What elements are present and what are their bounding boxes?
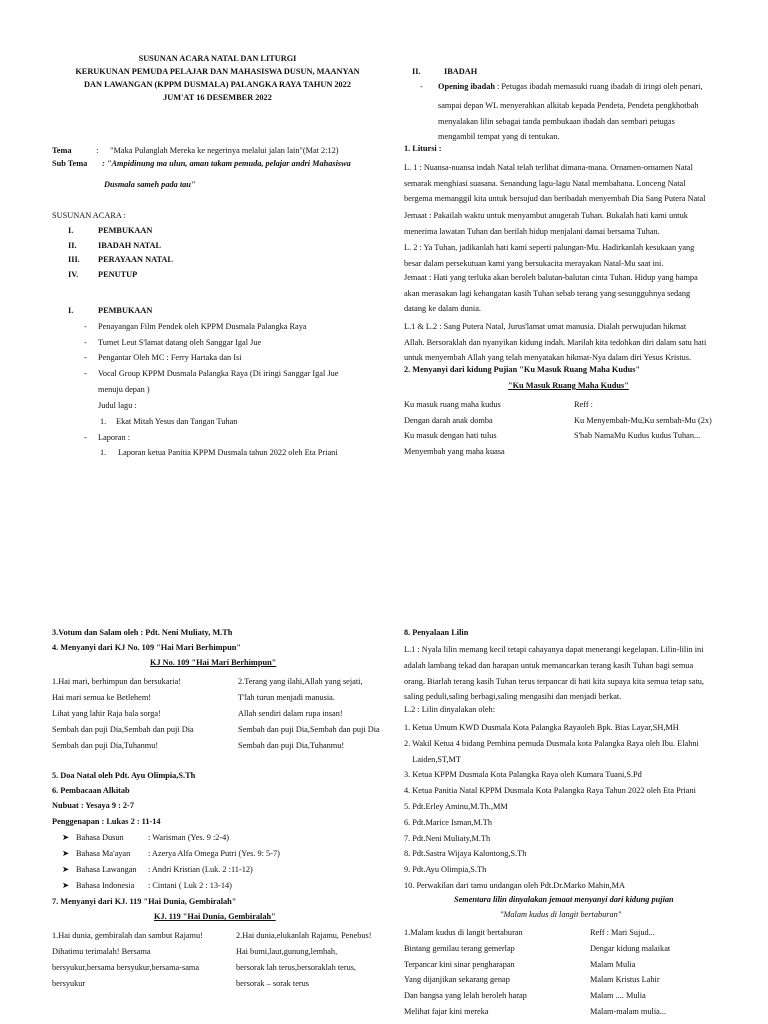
pembacaan-title: 6. Pembacaan Alkitab xyxy=(52,786,130,795)
kj119-verse-1: 1.Hai dunia, gembiralah dan sambut Rajamu! Dihatimu terimalah! Bersama bersyukur,bersama bersyukur,bersama-sama bersyukur xyxy=(52,931,203,988)
doa-natal-line: 5. Doa Natal oleh Pdt. Ayu Olimpia,S.Th xyxy=(52,771,196,780)
nubuat-line: Nubuat : Yesaya 9 : 2-7 xyxy=(52,801,134,810)
list-item: 7. Pdt.Neni Muliaty,M.Th xyxy=(404,833,491,843)
liturgi-jemaat-1: Jemaat : Pakailah waktu untuk menyambut anugerah Tuhan. Bukalah hati kami untuk menerima lawatan Tuhan dan berilah hidup menjalani damai bersama Tuhan. xyxy=(404,211,688,236)
song-kudus-reff: Reff : Ku Menyembah-Mu,Ku sembah-Mu (2x) S'bab NamaMu Kudus kudus Tuhan... xyxy=(574,400,712,440)
lilin-l1: L.1 : Nyala lilin memang kecil tetapi cahayanya dapat menerangi kegelapan. Lilin-lilin ini adalah lambang tekad dan harapan untuk memancarkan terang kasih Tuhan bagi semua orang. Biarlah terang kasih Tuhan terus terpancar di hati kita supaya kita semua tetap satu, saling peduli,saling berbagi,saling mengasihi dan menjadi berkat. xyxy=(404,645,704,702)
liturgi-l1: L. 1 : Nuansa-nuansa indah Natal telah terlihat dimana-mana. Ornamen-ornamen Natal semarak menghiasi suasana. Senandung lagu-lagu Natal membahana. Lonceng Natal bergema memanggil kita untuk bersujud dan beribadah menyembah Dia Sang Putera Natal xyxy=(404,163,706,203)
pembukaan-item: - Pengantar Oleh MC : Ferry Hartaka dan Isi xyxy=(84,353,242,362)
votum-line: 3.Votum dan Salam oleh : Pdt. Neni Muliaty, M.Th xyxy=(52,628,233,637)
song-kudus-instruction: 2. Menyanyi dari kidung Pujian "Ku Masuk Ruang Maha Kudus" xyxy=(404,365,641,374)
song-109-instruction: 4. Menyanyi dari KJ No. 109 "Hai Mari Berhimpun" xyxy=(52,643,241,652)
susunan-item: II. IBADAH NATAL xyxy=(68,240,162,250)
list-item: 2. Wakil Ketua 4 bidang Pembina pemuda Dusmala kota Palangka Raya oleh Ibu. Elahni xyxy=(404,738,699,748)
opening-ibadah-cont: sampai depan WL menyerahkan alkitab kepada Pendeta, Pendeta pengkhotbah menyalakan lilin sebagai tanda pembukaan ibadah dan sembari petugas mengambil tempat yang di tentukan. xyxy=(438,101,699,141)
header-organization-line: KERUKUNAN PEMUDA PELAJAR DAN MAHASISWA DUSUN, MAANYAN xyxy=(75,67,360,77)
bahasa-item: ➤ Bahasa Indonesia : Cintani ( Luk 2 : 13-14) xyxy=(62,881,232,890)
song-kudus-left: Ku masuk ruang maha kudus Dengan darah anak domba Ku masuk dengan hati tulus Menyembah yang maha kuasa xyxy=(404,400,505,456)
kj109-title: KJ No. 109 "Hai Mari Berhimpun" xyxy=(150,658,277,667)
list-item: 5. Pdt.Erley Aminu,M.Th.,MM xyxy=(404,801,508,811)
document-header xyxy=(40,54,395,103)
pembukaan-item: - Penayangan Film Pendek oleh KPPM Dusmala Palangka Raya xyxy=(84,322,307,331)
liturgi-l2: L. 2 : Ya Tuhan, jadikanlah hati kami seperti palungan-Mu. Hadirkanlah kesukaan yang besar dalam persekutuan kami yang bersukacita merayakan Natal-Mu saat ini. xyxy=(404,243,695,268)
bahasa-item: ➤ Bahasa Ma'ayan : Azerya Alfa Omega Putri (Yes. 9: 5-7) xyxy=(62,849,280,858)
header-date: JUM'AT 16 DESEMBER 2022 xyxy=(163,93,272,103)
subtema-row xyxy=(52,159,351,169)
tema-row xyxy=(52,146,339,156)
tema-colon: : xyxy=(96,146,99,155)
kj119-title: KJ. 119 "Hai Dunia, Gembiralah" xyxy=(154,912,276,921)
list-item: 3. Ketua KPPM Dusmala Kota Palangka Raya oleh Kumara Tuani,S.Pd xyxy=(404,770,642,780)
list-item: Laiden,ST,MT xyxy=(404,754,461,764)
header-organization-line: DAN LAWANGAN (KPPM DUSMALA) PALANGKA RAYA TAHUN 2022 xyxy=(84,80,351,90)
liturgi-jemaat-2: Jemaat : Hati yang terluka akan beroleh balutan-balutan cinta Tuhan. Hidup yang hampa akan merasakan lagi kehangatan kasih Tuhan sebab terang yang sesungguhnya sedang datang ke dalam dunia. xyxy=(404,273,698,313)
bahasa-item: ➤ Bahasa Lawangan : Andri Kristian (Luk. 2 :11-12) xyxy=(62,865,253,874)
sementara-line: Sementara lilin dinyalakan jemaat menyanyi dari kidung pujian xyxy=(454,895,674,904)
penggenapan-line: Penggenapan : Lukas 2 : 11-14 xyxy=(52,817,161,826)
subtema-label: Sub Tema xyxy=(52,159,88,168)
susunan-title: SUSUNAN ACARA : xyxy=(52,211,126,220)
song-malam-title: "Malam kudus di langit bertaburan" xyxy=(500,910,622,919)
opening-ibadah-row: - Opening ibadah : Petugas ibadah memasuki ruang ibadah di iringi oleh penari, xyxy=(420,82,703,91)
kj119-verse-2: 2.Hai dunia,elukanlah Rajamu, Penebus! Hai bumi,laut,gunung,lembah, bersorak lah terus,bersoraklah terus, bersorak – sorak terus xyxy=(236,931,372,988)
ibadah-heading: II. IBADAH xyxy=(412,67,478,76)
list-item: 8. Pdt.Sastra Wijaya Kalontong,S.Th xyxy=(404,849,527,859)
kj109-verse-2: 2.Terang yang ilahi,Allah yang sejati, T'lah turun menjadi manusia. Allah sendiri dalam rupa insan! Sembah dan puji Dia,Sembah dan puji Dia Sembah dan puji Dia,Tuhanmu! xyxy=(238,677,380,750)
list-item: 4. Ketua Panitia Natal KPPM Dusmala Kota Palangka Raya Tahun 2022 oleh Eta Priani xyxy=(404,786,696,796)
liturgi-title: 1. Litursi : xyxy=(404,144,442,153)
judul-lagu-item: 1. Ekat Mitah Yesus dan Tangan Tuhan xyxy=(100,417,238,426)
pembukaan-heading: I. PEMBUKAAN xyxy=(68,306,153,315)
judul-lagu-label: Judul lagu : xyxy=(98,401,137,410)
bahasa-item: ➤ Bahasa Dusun : Warisman (Yes. 9 :2-4) xyxy=(62,833,230,842)
pembukaan-list xyxy=(84,322,338,381)
laporan-item: 1. Laporan ketua Panitia KPPM Dusmala tahun 2022 oleh Eta Priani xyxy=(100,448,338,457)
susunan-item: I. PEMBUKAAN xyxy=(68,226,153,235)
kj109-verse-1: 1.Hai mari, berhimpun dan bersukaria! Hai mari semua ke Betlehem! Lihat yang lahir Raja bala sorga! Sembah dan puji Dia,Sembah dan puji Dia Sembah dan puji Dia,Tuhanmu! xyxy=(52,677,194,750)
list-item: 6. Pdt.Marice Isman,M.Th xyxy=(404,817,493,827)
list-item: 9. Pdt.Ayu Olimpia,S.Th xyxy=(404,865,487,875)
lilin-list xyxy=(404,720,699,894)
laporan-row: - Laporan : xyxy=(84,433,131,442)
subtema-text: : "Ampidinung ma ulun, aman takam pemuda, pelajar andri Mahasiswa xyxy=(102,159,351,168)
header-title: SUSUNAN ACARA NATAL DAN LITURGI xyxy=(138,54,297,63)
pembukaan-item: - Vocal Group KPPM Dusmala Palangka Raya (Di iringi Sanggar Igal Jue xyxy=(84,368,339,378)
susunan-item: IV. PENUTUP xyxy=(68,269,138,279)
subtema-text-cont: Dusmala sameh pada tau" xyxy=(104,180,196,189)
vocal-cont: menuju depan ) xyxy=(98,385,150,394)
pembukaan-item: - Tumet Leut S'lamat datang oleh Sanggar Igal Jue xyxy=(84,337,262,347)
song-kudus-title: "Ku Masuk Ruang Maha Kudus" xyxy=(508,381,629,390)
song-malam-reff: Reff : Mari Sujud... Dengar kidung malaikat Malam Mulia Malam Kristus Lahir Malam .... Mulia Malam-malam mulia... xyxy=(590,928,671,1016)
penyalaan-lilin-title: 8. Penyalaan Lilin xyxy=(404,628,469,637)
liturgi-l1-l2: L.1 & L.2 : Sang Putera Natal, Jurus'lamat umat manusia. Dialah perwujudan hikmat Allah. Bersoraklah dan nyanyikan kidung indah. Marilah kita tedohkan diri dalam satu hati untuk menyembah Allah yang telah menyatakan hikmat-Nya dalam diri Yesus Kristus. xyxy=(404,322,707,362)
susunan-item: III. PERAYAAN NATAL xyxy=(68,255,173,264)
tema-text: "Maka Pulanglah Mereka ke negerinya melalui jalan lain"(Mat 2:12) xyxy=(110,146,339,155)
list-item: 1. Ketua Umum KWD Dusmala Kota Palangka Rayaoleh Bpk. Bias Layar,SH,MH xyxy=(404,723,679,732)
song-119-instruction: 7. Menyanyi dari KJ. 119 "Hai Dunia, Gembiralah" xyxy=(52,897,237,906)
susunan-list xyxy=(68,226,173,284)
song-malam-left: 1.Malam kudus di langit bertaburan Bintang gemilau terang gemerlap Terpancar kini sinar pengharapan Yang dijanjikan sekarang genap Dan bangsa yang lelah beroleh harap Melihat fajar kini mereka xyxy=(404,928,527,1016)
tema-label: Tema xyxy=(52,146,72,155)
lilin-l2: L.2 : Lilin dinyalakan oleh: xyxy=(404,705,496,714)
bahasa-list xyxy=(62,833,280,897)
list-item: 10. Perwakilan dari tamu undangan oleh Pdt.Dr.Marko Mahin,MA xyxy=(404,880,625,890)
